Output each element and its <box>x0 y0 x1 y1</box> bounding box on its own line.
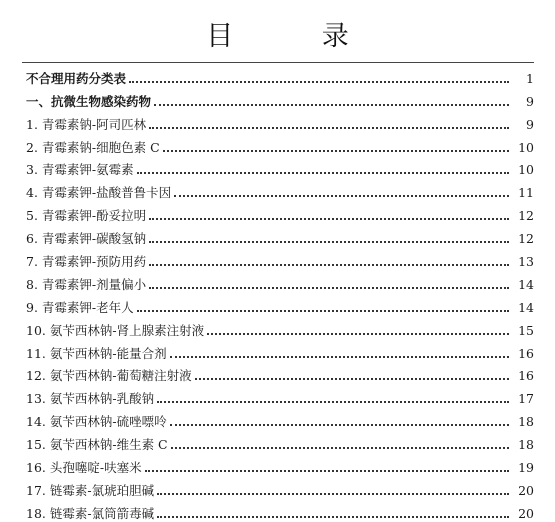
toc-entry-page: 14 <box>518 299 534 315</box>
dot-leader <box>145 470 509 472</box>
toc-entry[interactable] <box>26 339 534 362</box>
dot-leader <box>157 401 509 403</box>
toc-entry-label: 7. 青霉素钾-预防用药 <box>26 254 147 270</box>
toc-entry-page: 16 <box>518 345 534 361</box>
dot-leader <box>170 356 509 358</box>
toc-entry-page: 10 <box>518 139 534 155</box>
dot-leader <box>163 150 509 152</box>
toc-entry-page: 13 <box>518 254 534 270</box>
toc-entry-label: 4. 青霉素钾-盐酸普鲁卡因 <box>26 185 172 201</box>
toc-entry-page: 12 <box>518 231 534 247</box>
toc-entry-page: 17 <box>518 391 534 407</box>
toc-entry-label: 10. 氨苄西林钠-肾上腺素注射液 <box>26 322 205 338</box>
toc-entry[interactable] <box>26 87 534 110</box>
toc-entry[interactable] <box>26 384 534 407</box>
toc-entry-label: 13. 氨苄西林钠-乳酸钠 <box>26 391 155 407</box>
dot-leader <box>149 241 509 243</box>
toc-entry[interactable] <box>26 64 534 87</box>
dot-leader <box>154 104 509 106</box>
toc-entry[interactable] <box>26 362 534 385</box>
toc-entry-page: 16 <box>518 368 534 384</box>
page-title: 目 录 <box>206 21 389 52</box>
toc-entry[interactable] <box>26 178 534 201</box>
toc-entry-label: 6. 青霉素钾-碳酸氢钠 <box>26 231 147 247</box>
toc-entry-label: 16. 头孢噻啶-呋塞米 <box>26 460 142 476</box>
toc-entry[interactable] <box>26 293 534 316</box>
toc-entry-page: 19 <box>518 460 534 476</box>
toc-entry-label: 1. 青霉素钠-阿司匹林 <box>26 116 147 132</box>
toc-entry-label: 14. 氨苄西林钠-硫唑嘌呤 <box>26 414 167 430</box>
toc-entry-page: 9 <box>526 93 534 109</box>
dot-leader <box>157 493 509 495</box>
header-rule <box>22 62 534 63</box>
toc-entry-page: 18 <box>518 437 534 453</box>
toc-entry-page: 10 <box>518 162 534 178</box>
dot-leader <box>137 172 509 174</box>
toc-entry-label: 3. 青霉素钾-氨霉素 <box>26 162 134 178</box>
toc-entry[interactable] <box>26 156 534 179</box>
toc-entry-label: 11. 氨苄西林钠-能量合剂 <box>26 345 167 361</box>
toc-entry[interactable] <box>26 201 534 224</box>
toc-entry-page: 1 <box>526 70 534 86</box>
toc-entry[interactable] <box>26 247 534 270</box>
dot-leader <box>171 447 509 449</box>
dot-leader <box>149 218 509 220</box>
toc-entry-label: 12. 氨苄西林钠-葡萄糖注射液 <box>26 368 192 384</box>
table-of-contents <box>26 64 534 522</box>
toc-entry-page: 12 <box>518 208 534 224</box>
dot-leader <box>149 264 509 266</box>
dot-leader <box>129 81 509 83</box>
toc-entry-page: 14 <box>518 276 534 292</box>
toc-entry[interactable] <box>26 476 534 499</box>
toc-entry-page: 18 <box>518 414 534 430</box>
toc-entry[interactable] <box>26 110 534 133</box>
toc-entry-label: 不合理用药分类表 <box>26 70 127 86</box>
toc-entry-page: 11 <box>518 185 534 201</box>
toc-entry-page: 20 <box>518 505 534 521</box>
toc-entry-label: 9. 青霉素钾-老年人 <box>26 299 134 315</box>
toc-entry[interactable] <box>26 430 534 453</box>
toc-entry-label: 18. 链霉素-氯筒箭毒碱 <box>26 505 155 521</box>
toc-entry-label: 一、抗微生物感染药物 <box>26 93 152 109</box>
dot-leader <box>195 378 509 380</box>
toc-entry-label: 15. 氨苄西林钠-维生素 C <box>26 437 168 453</box>
dot-leader <box>137 310 509 312</box>
toc-entry[interactable] <box>26 453 534 476</box>
toc-entry-page: 20 <box>518 482 534 498</box>
toc-entry[interactable] <box>26 407 534 430</box>
dot-leader <box>207 333 509 335</box>
dot-leader <box>170 424 509 426</box>
toc-entry[interactable] <box>26 224 534 247</box>
toc-entry[interactable] <box>26 270 534 293</box>
toc-entry-label: 8. 青霉素钾-剂量偏小 <box>26 276 147 292</box>
toc-entry-label: 5. 青霉素钾-酚妥拉明 <box>26 208 147 224</box>
dot-leader <box>149 127 509 129</box>
toc-entry[interactable] <box>26 316 534 339</box>
toc-entry-page: 9 <box>526 116 534 132</box>
dot-leader <box>149 287 509 289</box>
toc-entry[interactable] <box>26 133 534 156</box>
toc-entry-label: 17. 链霉素-氯琥珀胆碱 <box>26 482 155 498</box>
toc-entry[interactable] <box>26 499 534 522</box>
toc-entry-page: 15 <box>518 322 534 338</box>
toc-entry-label: 2. 青霉素钠-细胞色素 C <box>26 139 160 155</box>
dot-leader <box>174 195 509 197</box>
